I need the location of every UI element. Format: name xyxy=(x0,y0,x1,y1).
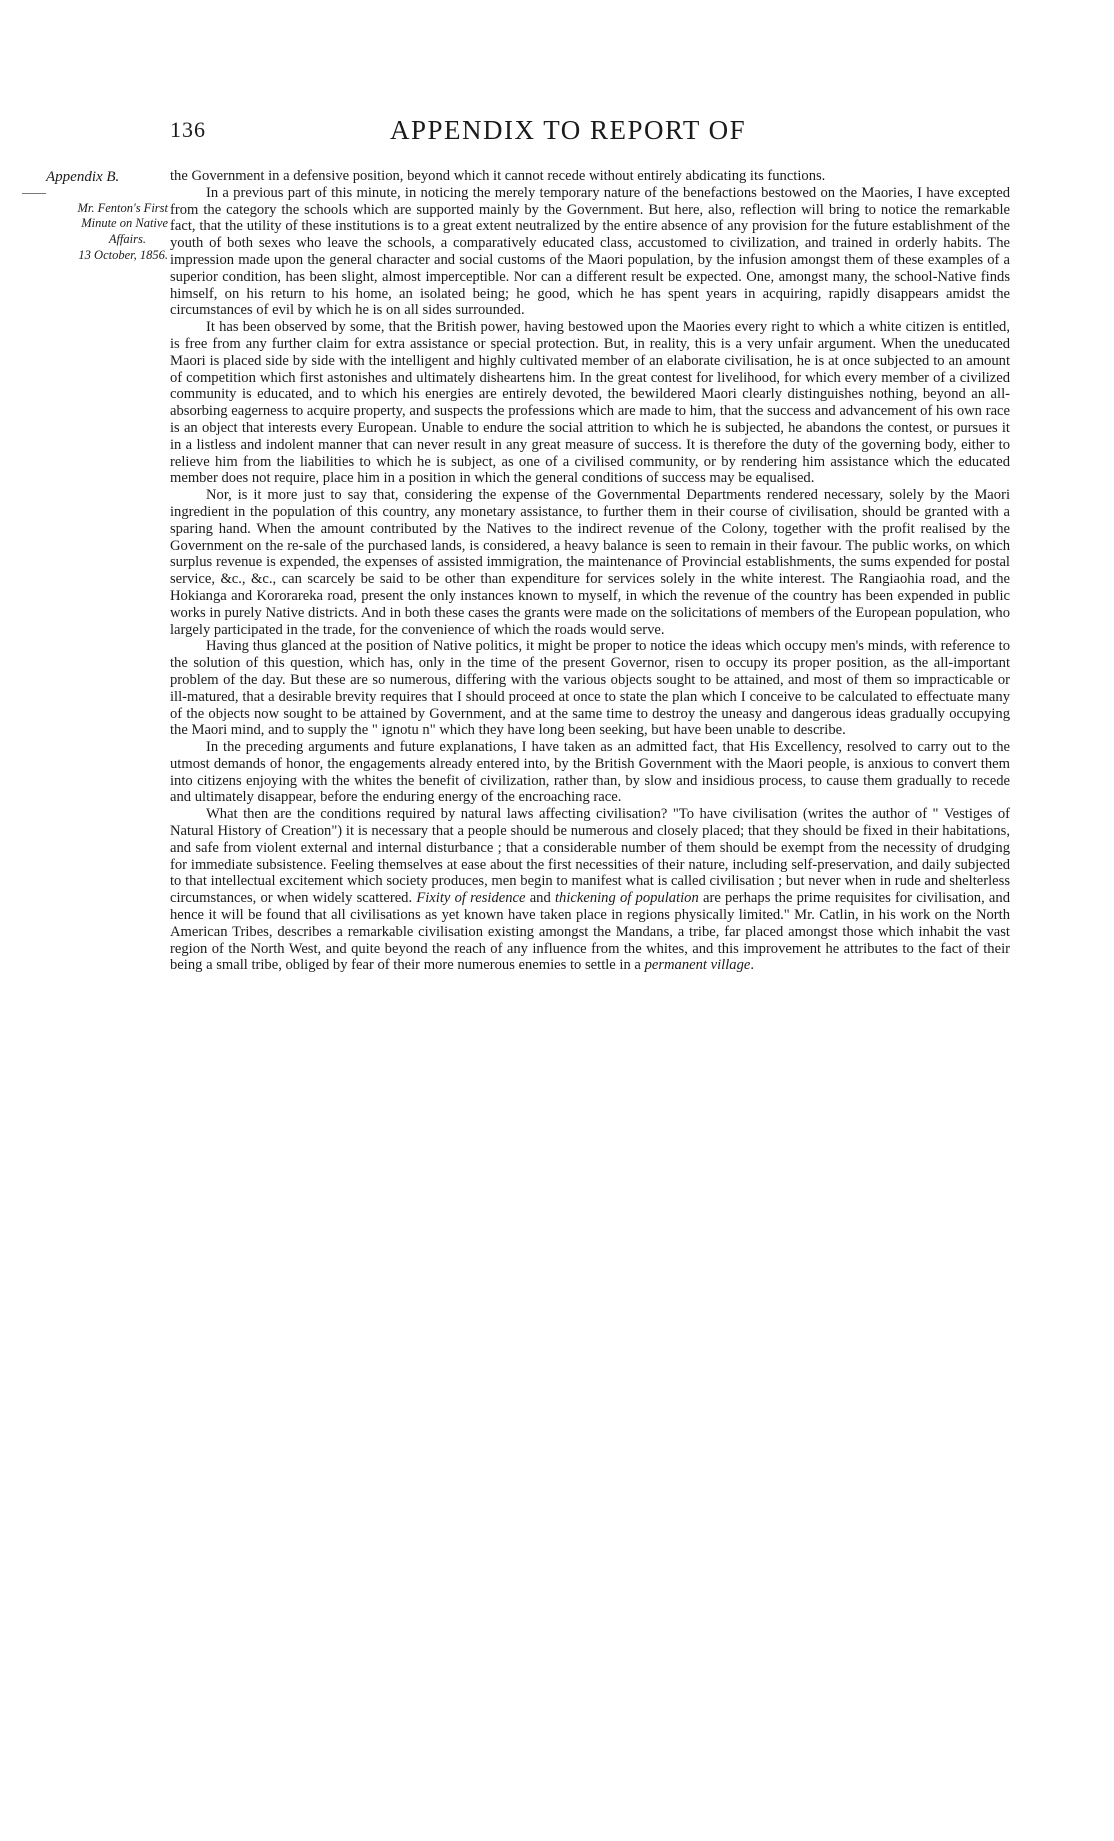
text-run: are perhaps the prime requisites for civilisation, and hence it will be found that all civilisations as yet known have taken place in regions physically limited." Mr. Catlin, in his work on the North American Tribes, describes a remarkable civilisation existing amongst the Mandans, a tribe, far placed amongst those which inhabit the vast region of the North West, and quite beyond the reach of any influence from the whites, and this improvement he attributes to the fact of their being a small tribe, obliged by fear of their more numerous enemies to settle in a xyxy=(170,890,1010,974)
margin-title-line: Affairs. xyxy=(108,232,146,246)
paragraph: In a previous part of this minute, in noticing the merely temporary nature of the benefactions bestowed on the Maories, I have excepted from the category the schools which are supported mainly by the Government. But here, also, reflection will bring to notice the remarkable fact, that the utility of these institutions is to a great extent neutralized by the entire absence of any provision for the future establishment of the youth of both sexes who leave the schools, a comparatively educated class, accustomed to civilization, and trained in orderly habits. The impression made upon the general character and social customs of the Maori population, by the infusion amongst them of these examples of a superior condition, has been slight, almost imperceptible. Nor can a different result be expected. One, amongst many, the school-Native finds himself, on his return to his home, an isolated being; he good, which he has spent years in acquiring, rapidly disappears amidst the circumstances of evil by which he is on all sides surrounded. xyxy=(170,184,1010,319)
running-title: APPENDIX TO REPORT OF xyxy=(390,115,747,145)
italic-phrase: Fixity of residence xyxy=(416,890,526,907)
body-text xyxy=(170,168,1010,974)
paragraph: In the preceding arguments and future explanations, I have taken as an admitted fact, that His Excellency, resolved to carry out to the utmost demands of honor, the engagements already entered into, by the British Government with the Maori people, is anxious to convert them into citizens enjoying with the whites the benefit of civilization, rather than, by slow and insidious process, to cause them gradually to recede and ultimately disappear, before the enduring energy of the encroaching race. xyxy=(170,739,1010,806)
margin-title-line: Mr. Fenton's First xyxy=(77,200,168,215)
italic-phrase: thickening of population xyxy=(554,890,699,907)
text-run: What then are the conditions required by natural laws affecting civilisation? "To have civilisation (writes the author of " Vestiges of Natural History of Creation") it is necessary that a people should be numerous and closely placed; that they should be fixed in their habitations, and safe from violent external and internal disturbance ; that a considerable number of them should be exempt from the necessity of drudging for immediate subsistence. Feeling themselves at ease about the first necessities of their nature, including self-preservation, and daily subjected to that intellectual excitement which society produces, men begin to manifest what is called civilisation ; but never when in rude and shelterless circumstances, or when widely scattered. xyxy=(170,806,1010,907)
italic-phrase: permanent village xyxy=(644,957,751,974)
page-number: 136 xyxy=(170,117,206,142)
text-run: . xyxy=(750,957,754,974)
margin-title-line: Minute on Native xyxy=(81,216,168,231)
paragraph: Having thus glanced at the position of Native politics, it might be proper to notice the ideas which occupy men's minds, with reference to the solution of this question, which has, only in the time of the present Governor, risen to occupy its proper position, as the all-important problem of the day. But these are so numerous, differing with the various objects sought to be attained, and most of them so impracticable or ill-matured, that a desirable brevity requires that I should proceed at once to state the plan which I conceive to be calculated to effectuate many of the objects now sought to be attained by Government, and at the same time to destroy the uneasy and dangerous ideas gradually occupying the Maori mind, and to supply the " ignotu n" which they have long been seeking, but have been unable to describe. xyxy=(170,638,1010,739)
paragraph-continued: the Government in a defensive position, beyond which it cannot recede without entirely abdicating its functions. xyxy=(170,168,826,184)
text-run: and xyxy=(525,890,555,907)
margin-appendix-label: Appendix B. xyxy=(46,169,120,185)
paragraph: Nor, is it more just to say that, considering the expense of the Governmental Departments rendered necessary, solely by the Maori ingredient in the population of this country, any monetary assistance, to further them in their course of civilisation, should be granted with a sparing hand. When the amount contributed by the Natives to the indirect revenue of the Colony, together with the profit realised by the Government on the re-sale of the purchased lands, is considered, a heavy balance is seen to remain in their favour. The public works, on which surplus revenue is expended, the expenses of assisted immigration, the maintenance of Provincial establishments, the sums expended for postal service, &c., &c., can scarcely be said to be other than expenditure for services solely in the white interest. The Rangiaohia road, and the Hokianga and Kororareka road, present the only instances known to myself, in which the revenue of the country has been expended in public works in purely Native districts. And in both these cases the grants were made on the solicitations of members of the European population, who largely participated in the trade, for the convenience of which the roads would serve. xyxy=(170,487,1010,638)
paragraph: It has been observed by some, that the British power, having bestowed upon the Maories every right to which a white citizen is entitled, is free from any further claim for extra assistance or special protection. But, in reality, this is a very unfair argument. When the uneducated Maori is placed side by side with the intelligent and highly cultivated member of an elaborate civilisation, he is at once subjected to an amount of competition which first astonishes and ultimately disheartens him. In the great contest for livelihood, for which every member of a civilized community is educated, and to which his energies are entirely devoted, the bewildered Maori clearly distinguishes nothing, beyond an all-absorbing eagerness to acquire property, and suspects the professions which are made to him, that the success and advancement of his own race is an object that interests every European. Unable to endure the social attrition to which he is subjected, he abandons the contest, or pursues it in a listless and indolent manner that can never result in any great measure of success. It is therefore the duty of the governing body, either to relieve him from the liabilities to which he is subject, as one of a civilised community, or by rendering him assistance which the educated member does not require, place him in a position in which the general conditions of success may be equalised. xyxy=(170,319,1010,487)
margin-note xyxy=(8,168,168,263)
page-header xyxy=(170,117,1040,157)
paragraph-final xyxy=(170,806,1010,974)
margin-dash: —— xyxy=(22,184,46,199)
margin-date: 13 October, 1856. xyxy=(78,247,168,262)
